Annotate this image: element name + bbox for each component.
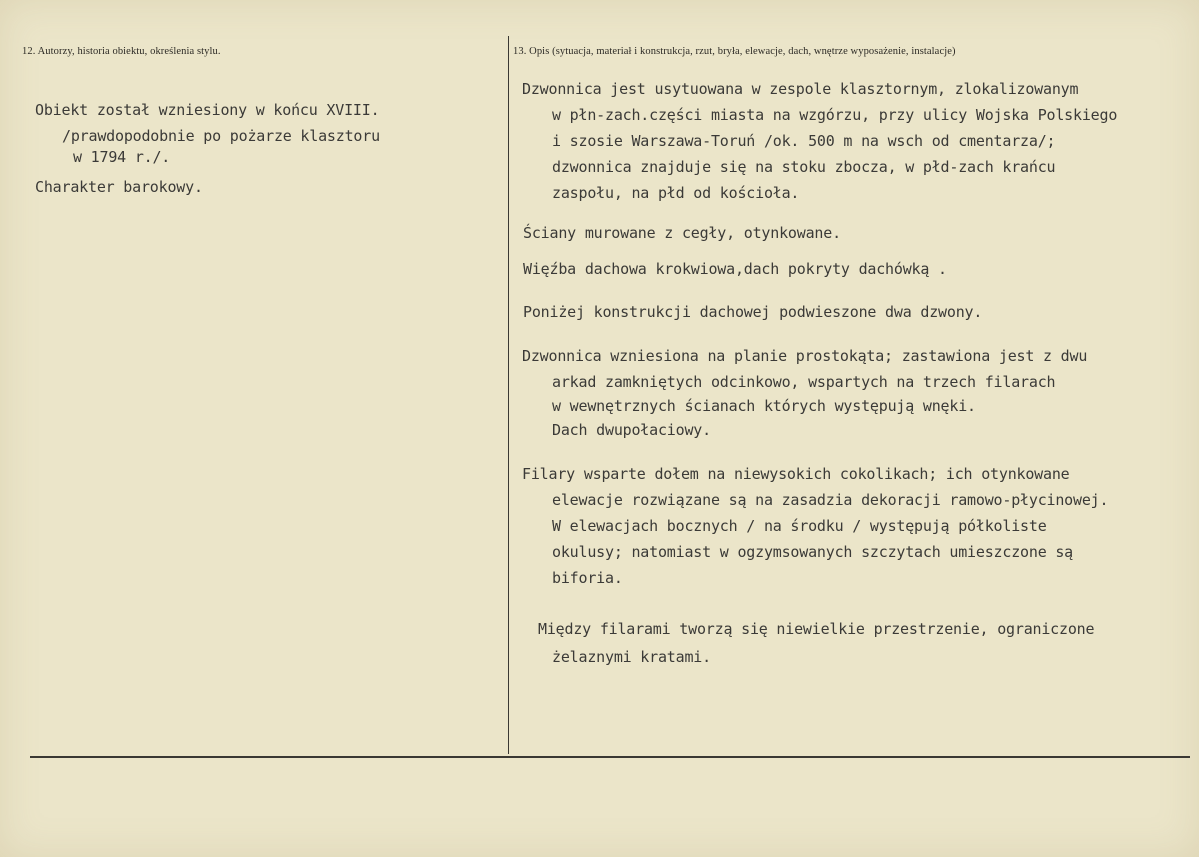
- text-line: Ściany murowane z cegły, otynkowane.: [523, 224, 841, 242]
- text-line: i szosie Warszawa-Toruń /ok. 500 m na wsch od cmentarza/;: [552, 132, 1056, 150]
- text-line: okulusy; natomiast w ogzymsowanych szczytach umieszczone są: [552, 543, 1074, 561]
- text-line: arkad zamkniętych odcinkowo, wspartych na trzech filarach: [552, 373, 1056, 391]
- text-line: biforia.: [552, 569, 623, 587]
- text-line: Między filarami tworzą się niewielkie przestrzenie, ograniczone: [538, 620, 1095, 638]
- text-line: Więźba dachowa krokwiowa,dach pokryty dachówką .: [523, 260, 947, 278]
- section-13-header: 13. Opis (sytuacja, materiał i konstrukcja, rzut, bryła, elewacje, dach, wnętrze wyposażenie, instalacje): [513, 46, 956, 57]
- text-line: Poniżej konstrukcji dachowej podwieszone dwa dzwony.: [523, 303, 983, 321]
- text-line: Dach dwupołaciowy.: [552, 421, 711, 439]
- text-line: Charakter barokowy.: [35, 178, 203, 196]
- text-line: Dzwonnica wzniesiona na planie prostokąta; zastawiona jest z dwu: [522, 347, 1088, 365]
- column-divider: [508, 36, 509, 754]
- text-line: Obiekt został wzniesiony w końcu XVIII.: [35, 101, 380, 119]
- text-line: /prawdopodobnie po pożarze klasztoru: [62, 127, 380, 145]
- text-line: W elewacjach bocznych / na środku / występują półkoliste: [552, 517, 1047, 535]
- section-12-header: 12. Autorzy, historia obiektu, określenia stylu.: [22, 46, 221, 57]
- text-line: elewacje rozwiązane są na zasadzia dekoracji ramowo-płycinowej.: [552, 491, 1109, 509]
- text-line: zaspołu, na płd od kościoła.: [552, 184, 800, 202]
- text-line: Filary wsparte dołem na niewysokich cokolikach; ich otynkowane: [522, 465, 1070, 483]
- text-line: w wewnętrznych ścianach których występują wnęki.: [552, 397, 976, 415]
- text-line: dzwonnica znajduje się na stoku zbocza, w płd-zach krańcu: [552, 158, 1056, 176]
- bottom-rule: [30, 756, 1190, 758]
- text-line: Dzwonnica jest usytuowana w zespole klasztornym, zlokalizowanym: [522, 80, 1079, 98]
- text-line: w 1794 r./.: [73, 148, 171, 166]
- text-line: żelaznymi kratami.: [552, 648, 711, 666]
- text-line: w płn-zach.części miasta na wzgórzu, przy ulicy Wojska Polskiego: [552, 106, 1118, 124]
